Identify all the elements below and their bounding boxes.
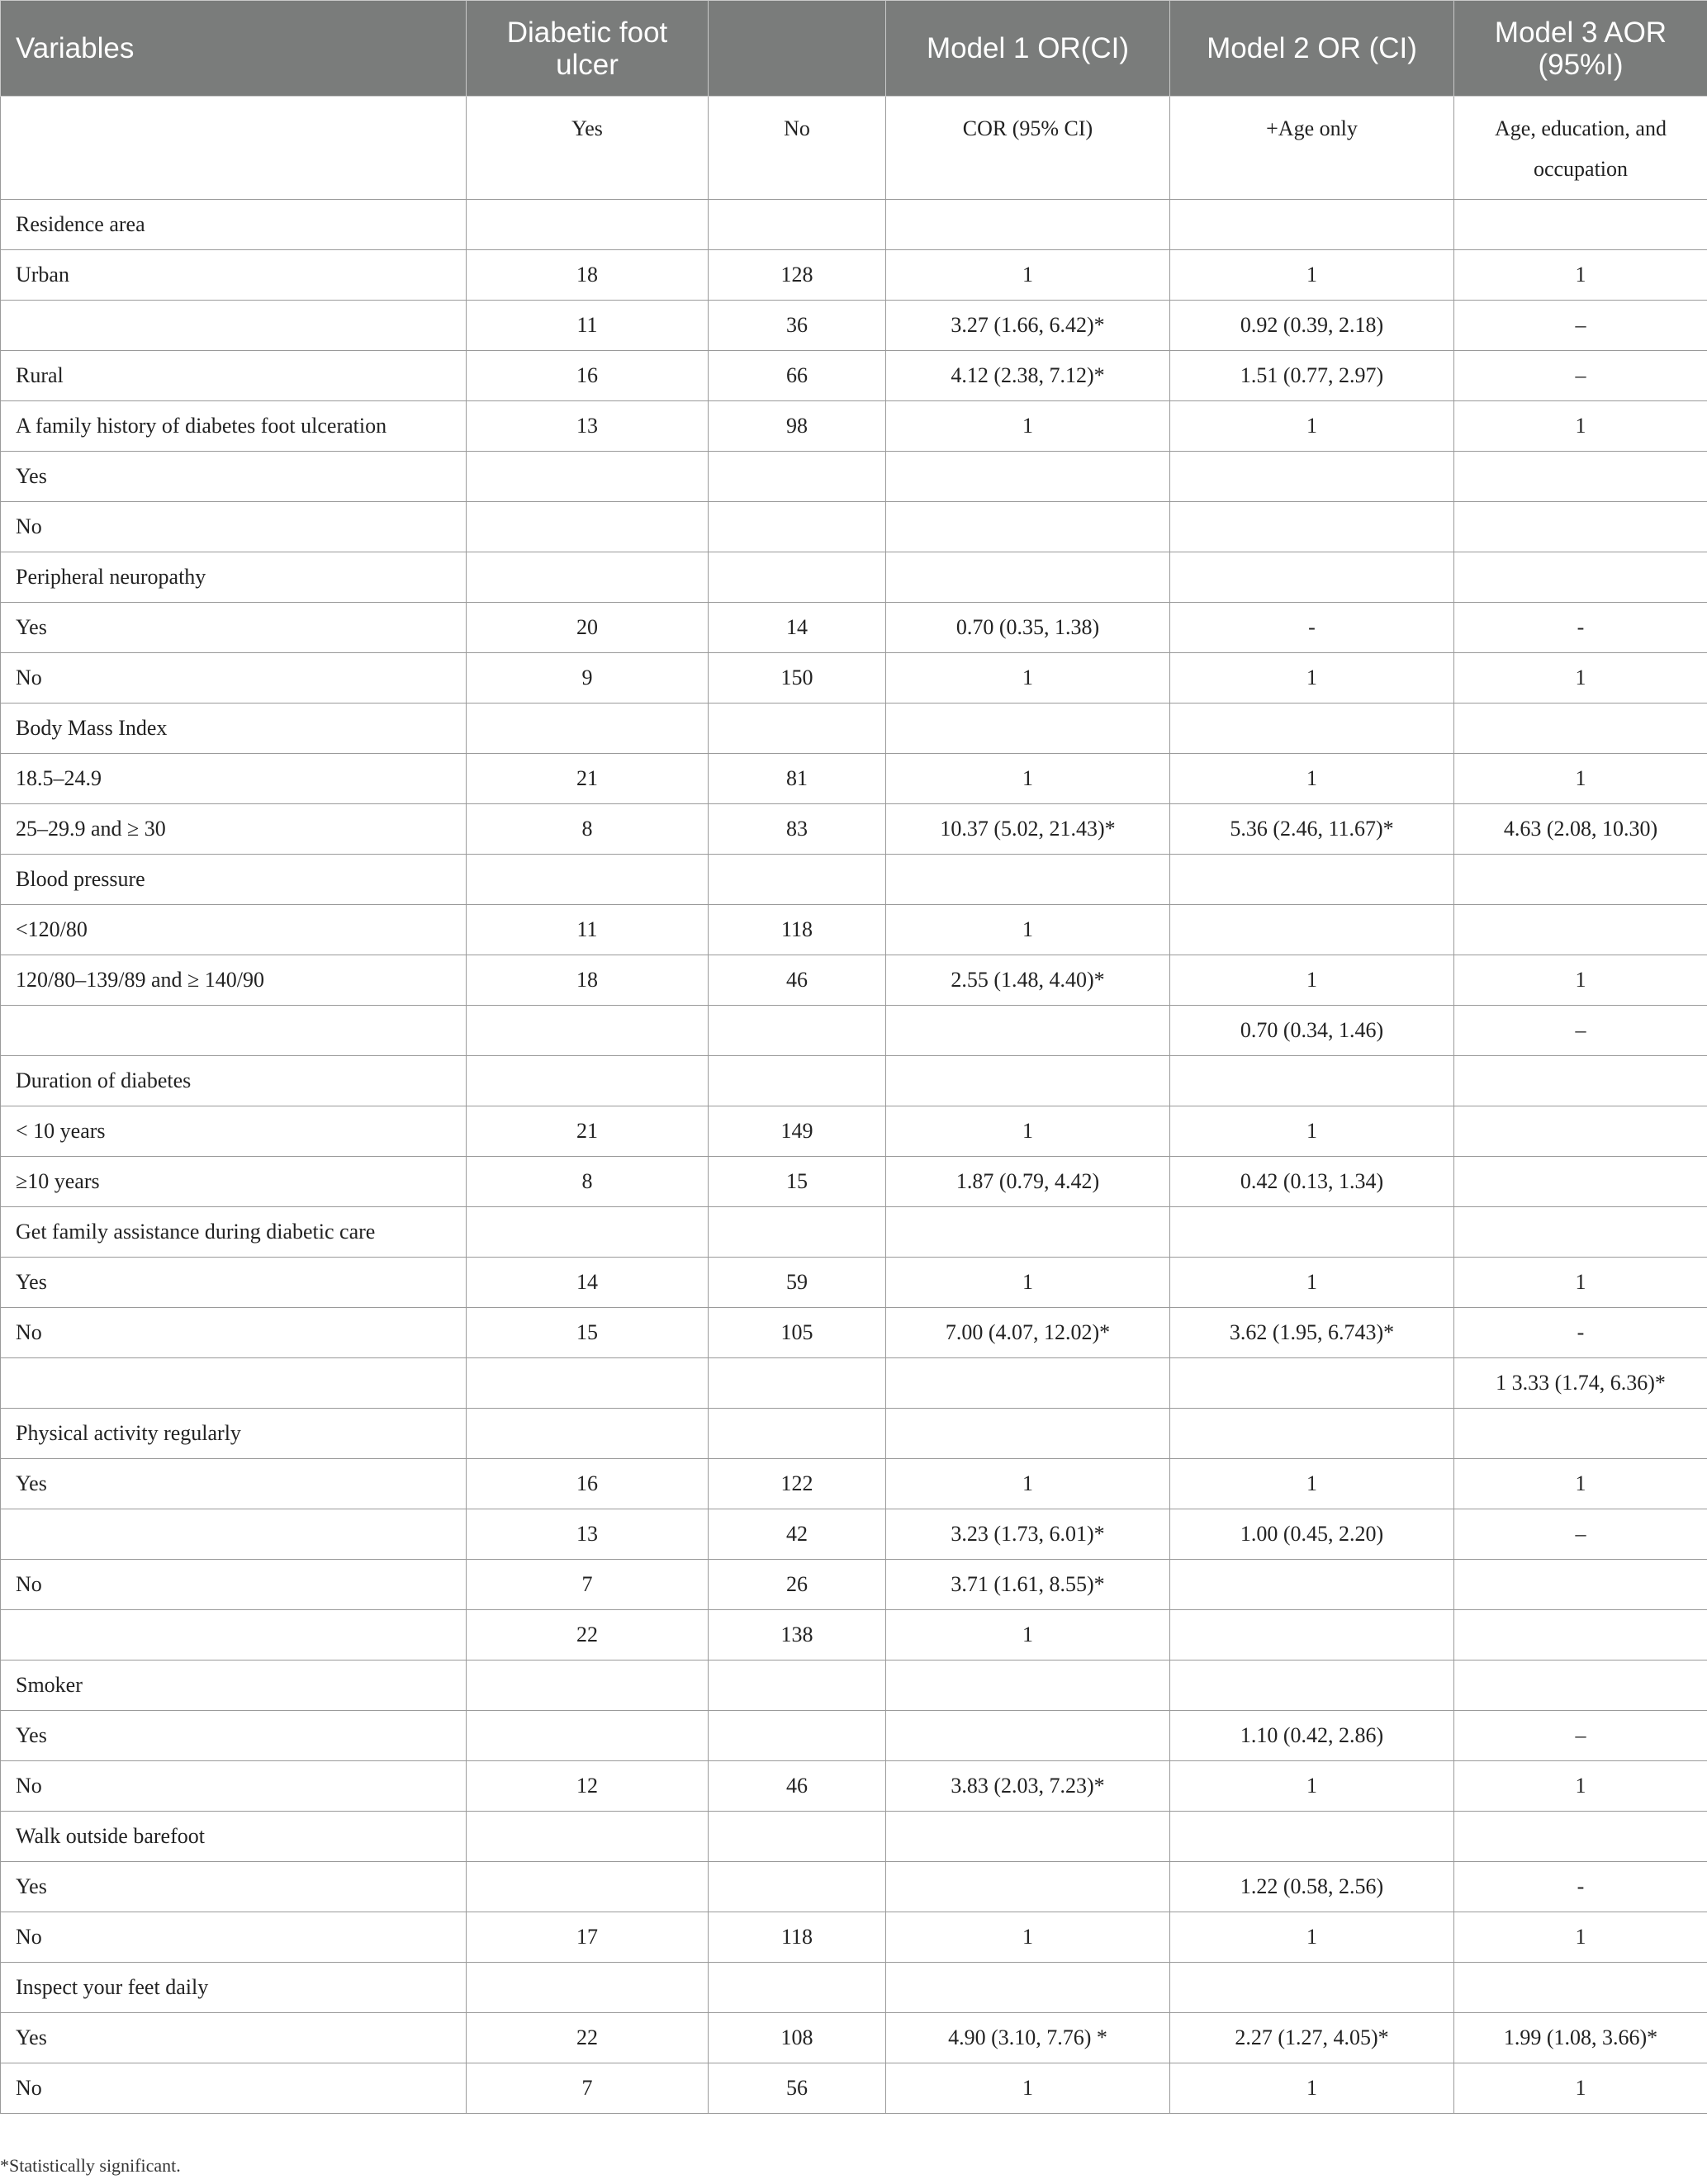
table-row	[1, 301, 1707, 351]
yes-cell: 17	[467, 1912, 709, 1963]
table-row	[1, 1812, 1707, 1862]
yes-cell: 21	[467, 1106, 709, 1157]
no-cell: 83	[709, 804, 886, 855]
model1-cell: 1	[886, 653, 1170, 704]
no-cell	[709, 1056, 886, 1106]
yes-cell: 8	[467, 804, 709, 855]
table-row	[1, 1106, 1707, 1157]
header-model-2: Model 2 OR (CI)	[1170, 1, 1454, 97]
variable-cell: < 10 years	[1, 1106, 467, 1157]
table-row	[1, 1711, 1707, 1761]
model1-cell	[886, 1006, 1170, 1056]
variable-cell	[1, 1509, 467, 1560]
table-row	[1, 1056, 1707, 1106]
model1-cell	[886, 855, 1170, 905]
yes-cell: 22	[467, 1610, 709, 1661]
no-cell: 108	[709, 2013, 886, 2063]
model3-cell: –	[1454, 351, 1707, 401]
model2-cell: 5.36 (2.46, 11.67)*	[1170, 804, 1454, 855]
model3-cell: 1	[1454, 2063, 1707, 2114]
subheader-yes: Yes	[467, 97, 709, 200]
table-row	[1, 955, 1707, 1006]
model2-cell	[1170, 1610, 1454, 1661]
model3-cell: -	[1454, 603, 1707, 653]
variable-cell: No	[1, 1308, 467, 1358]
variable-cell: Yes	[1, 1459, 467, 1509]
model3-cell: 1	[1454, 1258, 1707, 1308]
no-cell	[709, 452, 886, 502]
no-cell	[709, 552, 886, 603]
subheader-no: No	[709, 97, 886, 200]
yes-cell: 13	[467, 1509, 709, 1560]
yes-cell	[467, 1006, 709, 1056]
no-cell: 56	[709, 2063, 886, 2114]
yes-cell: 7	[467, 2063, 709, 2114]
variable-cell	[1, 1610, 467, 1661]
model1-cell	[886, 502, 1170, 552]
model3-cell: –	[1454, 1006, 1707, 1056]
model1-cell	[886, 1661, 1170, 1711]
table-row	[1, 804, 1707, 855]
yes-cell	[467, 1661, 709, 1711]
model3-cell	[1454, 1409, 1707, 1459]
variable-cell: ≥10 years	[1, 1157, 467, 1207]
header-row	[1, 1, 1707, 97]
model2-cell: 3.62 (1.95, 6.743)*	[1170, 1308, 1454, 1358]
table-row	[1, 1560, 1707, 1610]
yes-cell: 21	[467, 754, 709, 804]
variable-cell: A family history of diabetes foot ulceration	[1, 401, 467, 452]
table-row	[1, 855, 1707, 905]
variable-cell: Peripheral neuropathy	[1, 552, 467, 603]
header-variables: Variables	[1, 1, 467, 97]
model2-cell	[1170, 1056, 1454, 1106]
model2-cell	[1170, 1358, 1454, 1409]
no-cell	[709, 1963, 886, 2013]
model2-cell	[1170, 552, 1454, 603]
subheader-adjusted: Age, education, and occupation	[1454, 97, 1707, 200]
no-cell: 118	[709, 905, 886, 955]
model3-cell	[1454, 552, 1707, 603]
model2-cell	[1170, 502, 1454, 552]
table-row	[1, 1207, 1707, 1258]
table-row	[1, 1308, 1707, 1358]
model3-cell: 1	[1454, 955, 1707, 1006]
model3-cell	[1454, 1157, 1707, 1207]
model1-cell: 1	[886, 1106, 1170, 1157]
no-cell: 128	[709, 250, 886, 301]
model1-cell	[886, 1963, 1170, 2013]
no-cell	[709, 1812, 886, 1862]
variable-cell: Yes	[1, 1862, 467, 1912]
variable-cell: Physical activity regularly	[1, 1409, 467, 1459]
no-cell: 15	[709, 1157, 886, 1207]
yes-cell	[467, 704, 709, 754]
variable-cell: Yes	[1, 1258, 467, 1308]
subheader-age-only: +Age only	[1170, 97, 1454, 200]
variable-cell: Rural	[1, 351, 467, 401]
model1-cell	[886, 704, 1170, 754]
model1-cell	[886, 200, 1170, 250]
model3-cell	[1454, 452, 1707, 502]
model3-cell: 1	[1454, 754, 1707, 804]
yes-cell: 12	[467, 1761, 709, 1812]
variable-cell: Yes	[1, 452, 467, 502]
model3-cell	[1454, 502, 1707, 552]
model2-cell: 1	[1170, 1106, 1454, 1157]
no-cell: 14	[709, 603, 886, 653]
model2-cell: 1	[1170, 1761, 1454, 1812]
model2-cell: 2.27 (1.27, 4.05)*	[1170, 2013, 1454, 2063]
subheader-cor: COR (95% CI)	[886, 97, 1170, 200]
yes-cell	[467, 1862, 709, 1912]
model2-cell: 1	[1170, 250, 1454, 301]
model2-cell	[1170, 704, 1454, 754]
model1-cell: 1	[886, 905, 1170, 955]
yes-cell	[467, 452, 709, 502]
table-row	[1, 1459, 1707, 1509]
model3-cell: 4.63 (2.08, 10.30)	[1454, 804, 1707, 855]
model1-cell: 7.00 (4.07, 12.02)*	[886, 1308, 1170, 1358]
model2-cell: 1	[1170, 955, 1454, 1006]
model1-cell	[886, 1711, 1170, 1761]
yes-cell: 13	[467, 401, 709, 452]
model1-cell: 3.83 (2.03, 7.23)*	[886, 1761, 1170, 1812]
model2-cell: 0.92 (0.39, 2.18)	[1170, 301, 1454, 351]
model1-cell: 2.55 (1.48, 4.40)*	[886, 955, 1170, 1006]
model1-cell: 1	[886, 401, 1170, 452]
no-cell: 42	[709, 1509, 886, 1560]
yes-cell: 15	[467, 1308, 709, 1358]
model2-cell	[1170, 452, 1454, 502]
model3-cell	[1454, 704, 1707, 754]
no-cell: 138	[709, 1610, 886, 1661]
model1-cell: 3.27 (1.66, 6.42)*	[886, 301, 1170, 351]
table-row	[1, 1963, 1707, 2013]
yes-cell: 16	[467, 1459, 709, 1509]
table-row	[1, 1761, 1707, 1812]
header-model-3: Model 3 AOR (95%I)	[1454, 1, 1707, 97]
model2-cell: -	[1170, 603, 1454, 653]
model2-cell: 1	[1170, 1258, 1454, 1308]
model2-cell	[1170, 1207, 1454, 1258]
table-row	[1, 1157, 1707, 1207]
variable-cell: Yes	[1, 2013, 467, 2063]
model3-cell: 1	[1454, 653, 1707, 704]
model2-cell: 0.70 (0.34, 1.46)	[1170, 1006, 1454, 1056]
table-row	[1, 653, 1707, 704]
model3-cell	[1454, 1812, 1707, 1862]
yes-cell	[467, 1207, 709, 1258]
model2-cell: 0.42 (0.13, 1.34)	[1170, 1157, 1454, 1207]
model3-cell	[1454, 200, 1707, 250]
no-cell	[709, 502, 886, 552]
model3-cell	[1454, 1056, 1707, 1106]
yes-cell: 18	[467, 250, 709, 301]
model1-cell: 1	[886, 1610, 1170, 1661]
yes-cell: 16	[467, 351, 709, 401]
table-row	[1, 502, 1707, 552]
header-model-1: Model 1 OR(CI)	[886, 1, 1170, 97]
no-cell: 122	[709, 1459, 886, 1509]
model2-cell	[1170, 1963, 1454, 2013]
header-empty	[709, 1, 886, 97]
table-row	[1, 2013, 1707, 2063]
variable-cell: 25–29.9 and ≥ 30	[1, 804, 467, 855]
yes-cell	[467, 1358, 709, 1409]
model3-cell	[1454, 1560, 1707, 1610]
yes-cell	[467, 552, 709, 603]
table-row	[1, 452, 1707, 502]
variable-cell: Smoker	[1, 1661, 467, 1711]
model2-cell: 1.22 (0.58, 2.56)	[1170, 1862, 1454, 1912]
no-cell	[709, 1661, 886, 1711]
model3-cell: 1	[1454, 250, 1707, 301]
table-row	[1, 2063, 1707, 2114]
no-cell	[709, 1862, 886, 1912]
yes-cell: 11	[467, 905, 709, 955]
model3-cell: 1	[1454, 1459, 1707, 1509]
table-row	[1, 200, 1707, 250]
model3-cell	[1454, 905, 1707, 955]
yes-cell: 11	[467, 301, 709, 351]
model1-cell: 3.23 (1.73, 6.01)*	[886, 1509, 1170, 1560]
yes-cell	[467, 200, 709, 250]
table-row	[1, 1258, 1707, 1308]
variable-cell: Inspect your feet daily	[1, 1963, 467, 2013]
yes-cell: 7	[467, 1560, 709, 1610]
variable-cell: No	[1, 502, 467, 552]
model2-cell: 1	[1170, 2063, 1454, 2114]
yes-cell	[467, 1056, 709, 1106]
table-row	[1, 754, 1707, 804]
table-row	[1, 1862, 1707, 1912]
no-cell	[709, 704, 886, 754]
model1-cell	[886, 1056, 1170, 1106]
yes-cell: 18	[467, 955, 709, 1006]
no-cell	[709, 200, 886, 250]
yes-cell	[467, 1963, 709, 2013]
table-row	[1, 401, 1707, 452]
model3-cell: 1	[1454, 1761, 1707, 1812]
variable-cell: Yes	[1, 1711, 467, 1761]
model1-cell	[886, 1409, 1170, 1459]
yes-cell	[467, 502, 709, 552]
header-diabetic-foot-ulcer: Diabetic foot ulcer	[467, 1, 709, 97]
model1-cell	[886, 552, 1170, 603]
variable-cell	[1, 1006, 467, 1056]
variable-cell: Get family assistance during diabetic care	[1, 1207, 467, 1258]
variable-cell: Blood pressure	[1, 855, 467, 905]
yes-cell	[467, 855, 709, 905]
variable-cell: Yes	[1, 603, 467, 653]
yes-cell	[467, 1812, 709, 1862]
model3-cell: 1	[1454, 401, 1707, 452]
model3-cell	[1454, 1661, 1707, 1711]
model2-cell: 1	[1170, 653, 1454, 704]
model2-cell	[1170, 200, 1454, 250]
no-cell	[709, 1358, 886, 1409]
yes-cell: 20	[467, 603, 709, 653]
variable-cell: No	[1, 1912, 467, 1963]
subheader-row	[1, 97, 1707, 200]
no-cell: 46	[709, 955, 886, 1006]
variable-cell: No	[1, 1761, 467, 1812]
model2-cell	[1170, 1661, 1454, 1711]
model1-cell: 0.70 (0.35, 1.38)	[886, 603, 1170, 653]
no-cell	[709, 1409, 886, 1459]
model1-cell: 1	[886, 1912, 1170, 1963]
no-cell	[709, 1207, 886, 1258]
table-row	[1, 603, 1707, 653]
model3-cell	[1454, 1610, 1707, 1661]
model1-cell: 1	[886, 754, 1170, 804]
model1-cell: 4.90 (3.10, 7.76) *	[886, 2013, 1170, 2063]
model2-cell: 1	[1170, 754, 1454, 804]
table-row	[1, 250, 1707, 301]
model3-cell: 1.99 (1.08, 3.66)*	[1454, 2013, 1707, 2063]
model1-cell	[886, 452, 1170, 502]
model3-cell: –	[1454, 1711, 1707, 1761]
table-row	[1, 1661, 1707, 1711]
no-cell: 98	[709, 401, 886, 452]
no-cell: 118	[709, 1912, 886, 1963]
no-cell	[709, 855, 886, 905]
model3-cell	[1454, 1963, 1707, 2013]
model1-cell: 1	[886, 1258, 1170, 1308]
variable-cell: No	[1, 653, 467, 704]
variable-cell	[1, 301, 467, 351]
no-cell: 46	[709, 1761, 886, 1812]
model2-cell: 1	[1170, 1459, 1454, 1509]
model2-cell	[1170, 1560, 1454, 1610]
no-cell: 81	[709, 754, 886, 804]
table-row	[1, 1912, 1707, 1963]
table-row	[1, 351, 1707, 401]
model1-cell: 10.37 (5.02, 21.43)*	[886, 804, 1170, 855]
table-row	[1, 1509, 1707, 1560]
table-row	[1, 1409, 1707, 1459]
model2-cell	[1170, 855, 1454, 905]
model1-cell: 1	[886, 2063, 1170, 2114]
yes-cell: 14	[467, 1258, 709, 1308]
variable-cell: Duration of diabetes	[1, 1056, 467, 1106]
subheader-variables	[1, 97, 467, 200]
model2-cell: 1.00 (0.45, 2.20)	[1170, 1509, 1454, 1560]
yes-cell: 22	[467, 2013, 709, 2063]
no-cell: 105	[709, 1308, 886, 1358]
variable-cell: <120/80	[1, 905, 467, 955]
model1-cell: 1	[886, 1459, 1170, 1509]
no-cell	[709, 1006, 886, 1056]
table-row	[1, 704, 1707, 754]
no-cell: 59	[709, 1258, 886, 1308]
variable-cell: Urban	[1, 250, 467, 301]
model2-cell: 1.51 (0.77, 2.97)	[1170, 351, 1454, 401]
variable-cell: 120/80–139/89 and ≥ 140/90	[1, 955, 467, 1006]
model2-cell: 1	[1170, 1912, 1454, 1963]
variable-cell: Residence area	[1, 200, 467, 250]
variable-cell: No	[1, 2063, 467, 2114]
model1-cell: 1.87 (0.79, 4.42)	[886, 1157, 1170, 1207]
yes-cell: 8	[467, 1157, 709, 1207]
table-row	[1, 1610, 1707, 1661]
model3-cell: 1 3.33 (1.74, 6.36)*	[1454, 1358, 1707, 1409]
variable-cell	[1, 1358, 467, 1409]
model3-cell: -	[1454, 1308, 1707, 1358]
model1-cell: 3.71 (1.61, 8.55)*	[886, 1560, 1170, 1610]
model1-cell	[886, 1812, 1170, 1862]
model3-cell: –	[1454, 1509, 1707, 1560]
yes-cell	[467, 1711, 709, 1761]
no-cell: 149	[709, 1106, 886, 1157]
no-cell: 36	[709, 301, 886, 351]
model1-cell: 1	[886, 250, 1170, 301]
variable-cell: Walk outside barefoot	[1, 1812, 467, 1862]
model2-cell: 1.10 (0.42, 2.86)	[1170, 1711, 1454, 1761]
yes-cell	[467, 1409, 709, 1459]
yes-cell: 9	[467, 653, 709, 704]
table-row	[1, 905, 1707, 955]
table-footnote: *Statistically significant.	[0, 2155, 181, 2176]
model3-cell: 1	[1454, 1912, 1707, 1963]
model1-cell	[886, 1358, 1170, 1409]
model3-cell	[1454, 1106, 1707, 1157]
table-row	[1, 1006, 1707, 1056]
variable-cell: Body Mass Index	[1, 704, 467, 754]
no-cell	[709, 1711, 886, 1761]
no-cell: 150	[709, 653, 886, 704]
model3-cell: -	[1454, 1862, 1707, 1912]
table-row	[1, 1358, 1707, 1409]
model2-cell: 1	[1170, 401, 1454, 452]
model3-cell	[1454, 855, 1707, 905]
variable-cell: No	[1, 1560, 467, 1610]
no-cell: 26	[709, 1560, 886, 1610]
model2-cell	[1170, 905, 1454, 955]
model1-cell: 4.12 (2.38, 7.12)*	[886, 351, 1170, 401]
model3-cell: –	[1454, 301, 1707, 351]
model1-cell	[886, 1862, 1170, 1912]
table-row	[1, 552, 1707, 603]
model2-cell	[1170, 1812, 1454, 1862]
no-cell: 66	[709, 351, 886, 401]
variable-cell: 18.5–24.9	[1, 754, 467, 804]
model1-cell	[886, 1207, 1170, 1258]
model2-cell	[1170, 1409, 1454, 1459]
model3-cell	[1454, 1207, 1707, 1258]
